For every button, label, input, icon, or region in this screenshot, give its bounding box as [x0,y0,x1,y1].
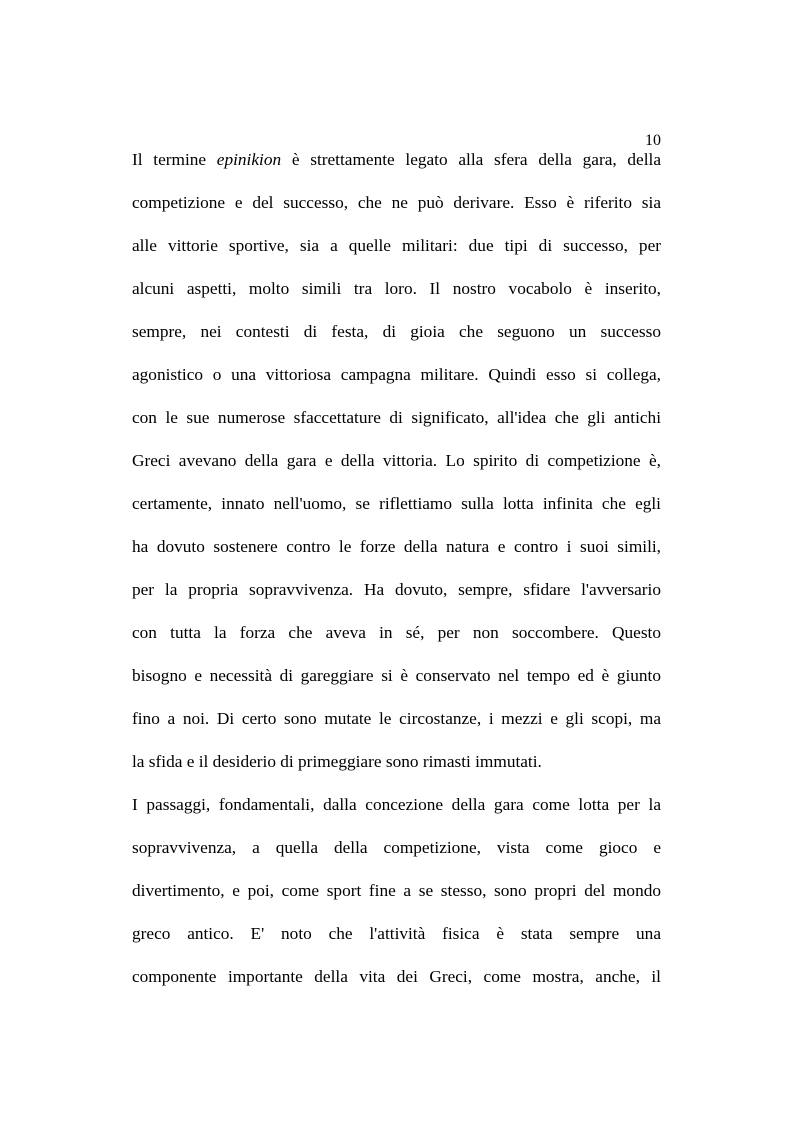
text-line: alcuni aspetti, molto simili tra loro. Il nostro vocabolo è inserito, [132,279,661,298]
italic-term: epinikion [216,150,282,169]
text-line: divertimento, e poi, come sport fine a se stesso, sono propri del mondo [132,881,661,900]
text-line: ha dovuto sostenere contro le forze della natura e contro i suoi simili, [132,537,661,556]
text-line: alle vittorie sportive, sia a quelle militari: due tipi di successo, per [132,236,661,255]
paragraph-2 [132,791,661,1006]
text-line: con le sue numerose sfaccettature di significato, all'idea che gli antichi [132,408,661,427]
paragraph-1 [132,146,661,791]
text-line: greco antico. E' noto che l'attività fisica è stata sempre una [132,924,661,943]
text-line: Greci avevano della gara e della vittoria. Lo spirito di competizione è, [132,451,661,470]
text-line: bisogno e necessità di gareggiare si è conservato nel tempo ed è giunto [132,666,661,685]
text-line: per la propria sopravvivenza. Ha dovuto, sempre, sfidare l'avversario [132,580,661,599]
text-line: Il termine epinikion è strettamente legato alla sfera della gara, della [132,150,661,169]
text-line: competizione e del successo, che ne può derivare. Esso è riferito sia [132,193,661,212]
text-line: I passaggi, fondamentali, dalla concezione della gara come lotta per la [132,795,661,814]
text-line: fino a noi. Di certo sono mutate le circostanze, i mezzi e gli scopi, ma [132,709,661,728]
text-line: con tutta la forza che aveva in sé, per non soccombere. Questo [132,623,661,642]
text-line: componente importante della vita dei Greci, come mostra, anche, il [132,967,661,986]
text-line: la sfida e il desiderio di primeggiare sono rimasti immutati. [132,752,542,771]
text-line: sopravvivenza, a quella della competizione, vista come gioco e [132,838,661,857]
page-number: 10 [645,132,661,149]
text-line: agonistico o una vittoriosa campagna militare. Quindi esso si collega, [132,365,661,384]
text-line: sempre, nei contesti di festa, di gioia che seguono un successo [132,322,661,341]
body-text [132,146,661,1006]
text-line: certamente, innato nell'uomo, se riflettiamo sulla lotta infinita che egli [132,494,661,513]
